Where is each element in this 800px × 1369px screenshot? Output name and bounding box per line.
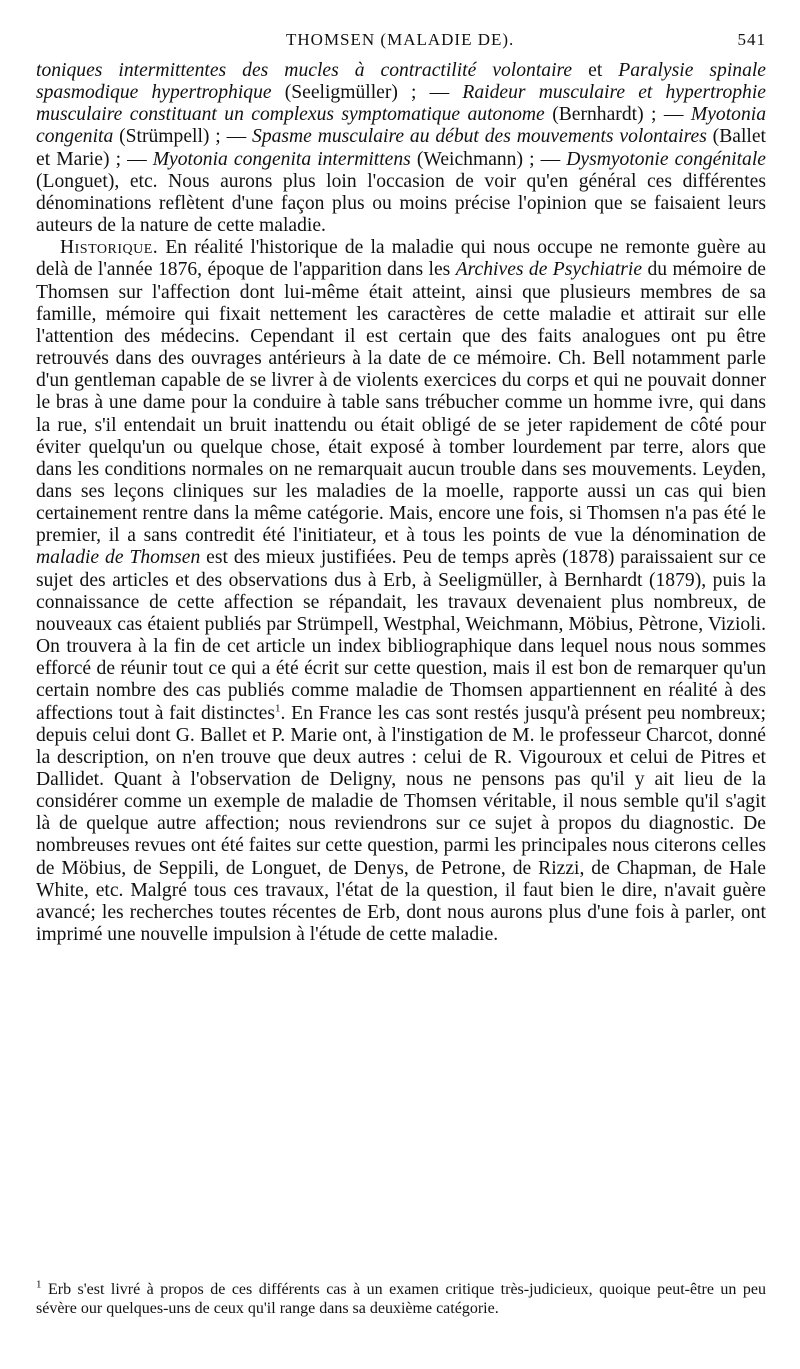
text: (Bernhardt) ; — xyxy=(544,104,691,126)
term: Paralysie spinale spasmodique hypertrophique xyxy=(36,60,767,104)
term: Dysmyotonie congénitale xyxy=(566,148,766,170)
footnote-marker: 1 xyxy=(36,1278,42,1291)
term: Spasme musculaire au début des mouvements volontaires xyxy=(252,126,707,148)
text: (Longuet), etc. Nous aurons plus loin l'occasion de voir qu'en général ces différentes dénominations reflètent d'une façon plus ou moins précise l'opinion que se faisaient leurs auteurs de la nature de cette maladie. xyxy=(36,170,766,237)
footnote-reference[interactable]: 1 xyxy=(275,702,281,714)
term: Raideur musculaire et hypertrophie musculaire constituant un complexus symptomatique autonome xyxy=(36,82,766,126)
journal-title: Archives de Psychiatrie xyxy=(455,259,643,281)
body-text xyxy=(36,60,766,946)
term: Myotonia congenita xyxy=(36,104,766,148)
footnote xyxy=(36,1280,766,1318)
text: (Seeligmüller) ; — xyxy=(271,82,463,104)
text: du mémoire de Thomsen sur l'affection dont lui-même était atteint, ainsi que plusieurs membres de sa famille, mémoire qui fixait nettement les caractères de cette maladie et attirait sur elle l'attention des médecins. Cependant il est certain que des faits analogues ont pu être retrouvés dans des ouvrages antérieurs à la date de ce mémoire. Ch. Bell notamment parle d'un gentleman capable de se livrer à de violents exercices du corps et qui ne pouvait donner le bras à une dame pour la conduire à table sans trébucher comme un homme ivre, qui dans la rue, s'il entendait un bruit inattendu ou était obligé de se jeter rapidement de côté pour éviter quelqu'un ou quelque chose, était exposé à tomber lourdement par terre, alors que dans les conditions normales on ne remarquait aucun trouble dans ses mouvements. Leyden, dans ses leçons cliniques sur les maladies de la moelle, rapporte aussi un cas qui bien certainement rentre dans la même catégorie. Mais, encore une fois, si Thomsen n'a pas été le premier, il a sans contredit été l'initiateur, et à tous les points de vue la dénomination de xyxy=(36,259,766,547)
text: est des mieux justifiées. Peu de temps après (1878) paraissaient sur ce sujet des articles et des observations dus à Erb, à Seeligmüller, à Bernhardt (1879), puis la connaissance de cette affection se répandait, les travaux devenaient plus nombreux, de nouveaux cas étaient publiés par Strümpell, Westphal, Weichmann, Möbius, Pètrone, Vizioli. On trouvera à la fin de cet article un index bibliographique dans lequel nous nous sommes efforcé de réunir tout ce qui a été écrit sur cette question, mais il est bon de remarquer qu'un certain nombre des cas publiés comme maladie de Thomsen appartiennent en réalité à des affections tout à fait distinctes xyxy=(36,547,766,724)
running-header xyxy=(36,30,766,52)
text: En réalité l'historique de la maladie qui nous occupe ne remonte guère au delà de l'année 1876, époque de l'apparition dans les xyxy=(36,237,766,281)
term: Myotonia congenita intermittens xyxy=(152,148,411,170)
page-number: 541 xyxy=(737,30,766,49)
text: (Ballet et Marie) ; — xyxy=(36,126,766,170)
text: . En France les cas sont restés jusqu'à présent peu nombreux; depuis celui dont G. Ballet et P. Marie ont, à l'instigation de M. le professeur Charcot, donné la description, on n'en trouve que deux autres : celui de R. Vigouroux et celui de Pitres et Dallidet. Quant à l'observation de Deligny, nous ne pensons pas qu'il y ait lieu de la considérer comme un exemple de maladie de Thomsen véritable, il nous semble qu'il s'agit là de quelque autre affection; nous reviendrons sur ce sujet à propos du diagnostic. De nombreuses revues ont été faites sur cette question, parmi les principales nous citerons celles de Möbius, de Seppili, de Longuet, de Denys, de Petrone, de Rizzi, de Chapman, de Hale White, etc. Malgré tous ces travaux, l'état de la question, il faut bien le dire, n'avait guère avancé; les recherches toutes récentes de Erb, dont nous aurons plus d'une fois à parler, ont imprimé une nouvelle impulsion à l'étude de cette maladie. xyxy=(36,702,766,946)
term: maladie de Thomsen xyxy=(36,547,201,569)
term: toniques intermittentes des mucles à contractilité volontaire xyxy=(36,60,573,81)
footnote-text: Erb s'est livré à propos de ces différents cas à un examen critique très-judicieux, quoique peut-être un peu sévère our quelques-uns de ceux qu'il range dans sa deuxième catégorie. xyxy=(36,1281,766,1317)
text: (Weichmann) ; — xyxy=(410,148,567,170)
text: et xyxy=(572,60,619,81)
text: (Strümpell) ; — xyxy=(113,126,253,148)
running-title: THOMSEN (MALADIE DE). xyxy=(286,30,515,49)
paragraph-synonyms xyxy=(36,60,766,237)
paragraph-historique xyxy=(36,237,766,946)
section-label: Historique. xyxy=(60,237,159,259)
